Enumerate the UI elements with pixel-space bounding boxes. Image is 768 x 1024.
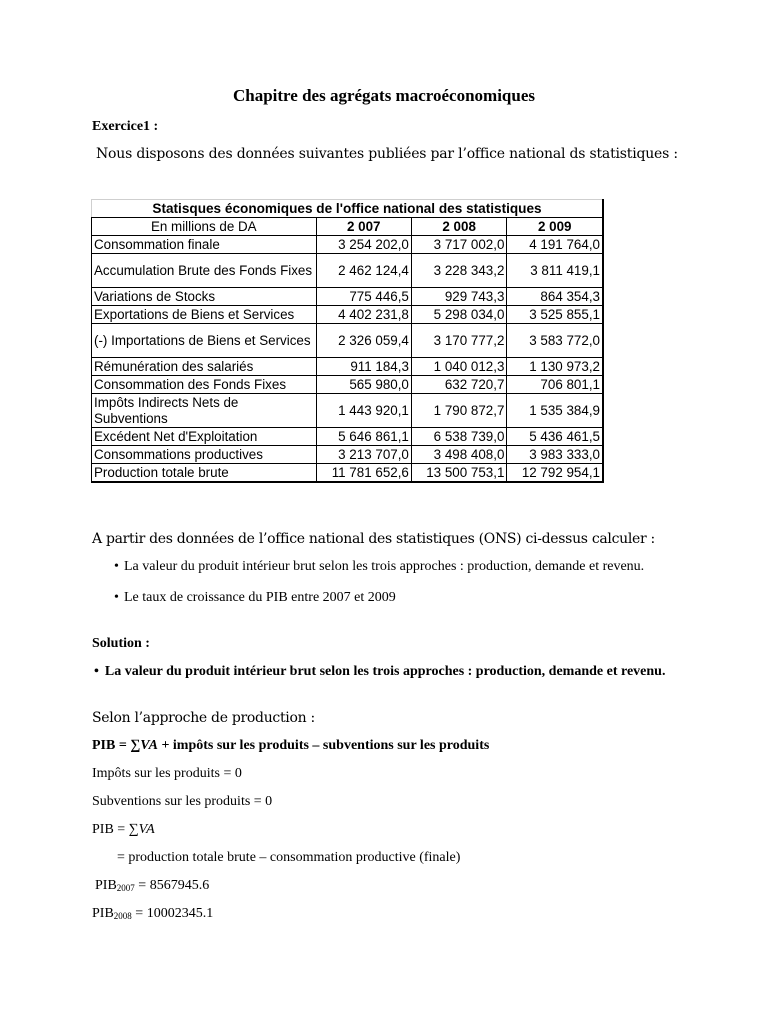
list-item (92, 589, 712, 607)
table-header-row (92, 218, 604, 236)
formula-right: + impôts sur les produits – subventions sur les produits (157, 738, 490, 753)
solution-label: Solution : (92, 636, 150, 651)
pib-value: = 10002345.1 (131, 906, 214, 921)
question-text: La valeur du produit intérieur brut selon les trois approches : production, demande et revenu. (124, 559, 645, 574)
subventions-line: Subventions sur les produits = 0 (92, 794, 273, 809)
cell-value: 1 443 920,1 (316, 394, 411, 428)
cell-value: 6 538 739,0 (411, 428, 507, 446)
pib-va-va: VA (138, 822, 155, 837)
cell-value: 1 790 872,7 (411, 394, 507, 428)
cell-value: 3 811 419,1 (507, 254, 603, 288)
pib-formula (92, 738, 489, 754)
table-row (92, 306, 604, 324)
cell-value: 864 354,3 (507, 288, 603, 306)
pib-base: PIB (92, 906, 114, 921)
cell-value: 929 743,3 (411, 288, 507, 306)
list-item (92, 558, 712, 576)
cell-value: 13 500 753,1 (411, 464, 507, 483)
cell-value: 1 535 384,9 (507, 394, 603, 428)
table-row (92, 254, 604, 288)
cell-value: 632 720,7 (411, 376, 507, 394)
cell-value: 1 130 973,2 (507, 358, 603, 376)
cell-value: 3 254 202,0 (316, 236, 411, 254)
year-header: 2 008 (411, 218, 507, 236)
cell-value: 5 436 461,5 (507, 428, 603, 446)
cell-value: 3 717 002,0 (411, 236, 507, 254)
cell-value: 3 983 333,0 (507, 446, 603, 464)
intro-paragraph: Nous disposons des données suivantes publiées par l’office national ds statistiques : (96, 146, 678, 162)
cell-value: 706 801,1 (507, 376, 603, 394)
bullet-icon: • (114, 590, 119, 605)
formula-va: VA (140, 738, 158, 753)
row-label: Consommation finale (92, 236, 317, 254)
pib-va-left: PIB = ∑ (92, 822, 139, 837)
cell-value: 1 040 012,3 (411, 358, 507, 376)
cell-value: 2 462 124,4 (316, 254, 411, 288)
row-label: Variations de Stocks (92, 288, 317, 306)
table-row (92, 236, 604, 254)
row-label: Consommations productives (92, 446, 317, 464)
cell-value: 3 525 855,1 (507, 306, 603, 324)
solution-item-text: La valeur du produit intérieur brut selon les trois approches : production, demande et revenu. (104, 664, 666, 679)
cell-value: 2 326 059,4 (316, 324, 411, 358)
table-row (92, 324, 604, 358)
table-row (92, 446, 604, 464)
cell-value: 11 781 652,6 (316, 464, 411, 483)
formula-left: PIB = ∑ (92, 738, 141, 753)
pib-2008-line (92, 906, 213, 922)
table-row (92, 464, 604, 483)
pib-2007-line (95, 878, 209, 894)
row-label: Accumulation Brute des Fonds Fixes (92, 254, 317, 288)
cell-value: 12 792 954,1 (507, 464, 603, 483)
pib-base: PIB (95, 878, 117, 893)
row-label: (-) Importations de Biens et Services (92, 324, 317, 358)
bullet-icon: • (114, 559, 119, 574)
cell-value: 911 184,3 (316, 358, 411, 376)
cell-value: 3 170 777,2 (411, 324, 507, 358)
exercise-label: Exercice1 : (92, 119, 159, 134)
page-title: Chapitre des agrégats macroéconomiques (232, 86, 536, 105)
row-label: Production totale brute (92, 464, 317, 483)
impots-line: Impôts sur les produits = 0 (92, 766, 242, 781)
table-row (92, 428, 604, 446)
cell-value: 5 298 034,0 (411, 306, 507, 324)
row-label: Consommation des Fonds Fixes (92, 376, 317, 394)
question-list (92, 558, 712, 607)
table-row (92, 358, 604, 376)
table-caption-row (92, 200, 604, 218)
cell-value: 775 446,5 (316, 288, 411, 306)
approach-heading: Selon l’approche de production : (92, 710, 315, 726)
table-row (92, 288, 604, 306)
cell-value: 3 228 343,2 (411, 254, 507, 288)
cell-value: 4 191 764,0 (507, 236, 603, 254)
cell-value: 5 646 861,1 (316, 428, 411, 446)
year-header: 2 007 (316, 218, 411, 236)
instruction-paragraph: A partir des données de l’office national des statistiques (ONS) ci-dessus calculer : (92, 531, 655, 547)
cell-value: 565 980,0 (316, 376, 411, 394)
pib-year: 2008 (113, 911, 132, 921)
row-label: Rémunération des salariés (92, 358, 317, 376)
pib-year: 2007 (116, 883, 135, 893)
year-header: 2 009 (507, 218, 603, 236)
pib-va-line (92, 822, 155, 838)
cell-value: 3 583 772,0 (507, 324, 603, 358)
bullet-icon: • (94, 664, 99, 679)
row-label: Exportations de Biens et Services (92, 306, 317, 324)
row-label: Impôts Indirects Nets de Subventions (92, 394, 317, 428)
statistics-table (91, 199, 604, 483)
table-row (92, 394, 604, 428)
solution-item (92, 663, 712, 681)
equation-line: = production totale brute – consommation productive (finale) (117, 850, 461, 865)
row-label: Excédent Net d'Exploitation (92, 428, 317, 446)
cell-value: 3 213 707,0 (316, 446, 411, 464)
cell-value: 4 402 231,8 (316, 306, 411, 324)
unit-header: En millions de DA (92, 218, 317, 236)
cell-value: 3 498 408,0 (411, 446, 507, 464)
question-text: Le taux de croissance du PIB entre 2007 et 2009 (124, 590, 396, 605)
pib-value: = 8567945.6 (134, 878, 210, 893)
table-row (92, 376, 604, 394)
table-caption: Statisques économiques de l'office national des statistiques (92, 200, 604, 218)
